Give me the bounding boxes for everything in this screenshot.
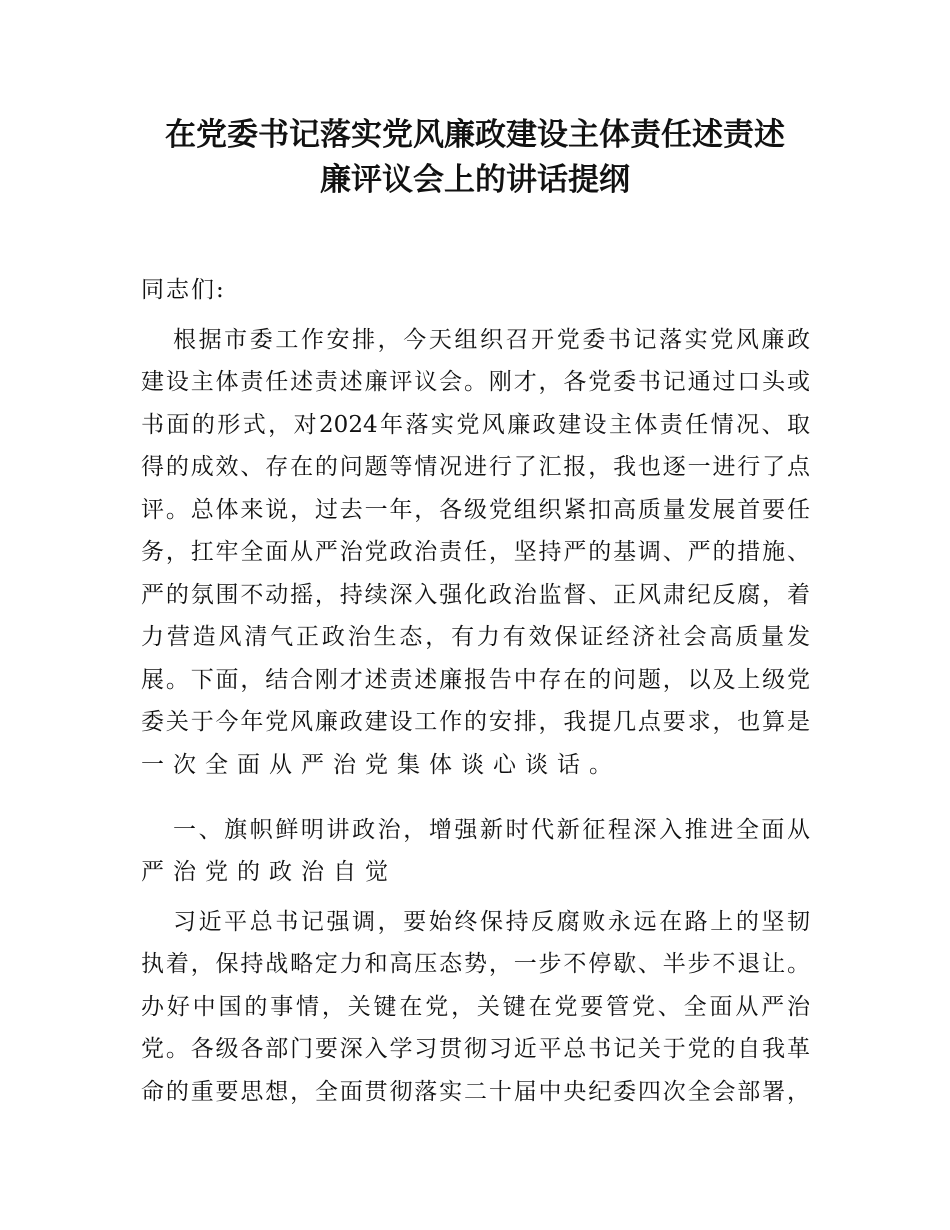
text-line: 一次全面从严治党集体谈心谈话。 [141, 752, 621, 778]
text-line: 得的成效、存在的问题等情况进行了汇报，我也逐一进行了点 [141, 454, 810, 480]
text-line: 展。下面，结合刚才述责述廉报告中存在的问题，以及上级党 [141, 667, 810, 693]
document-title-line-2: 廉评议会上的讲话提纲 [320, 162, 630, 198]
text-line: 办好中国的事情，关键在党，关键在党要管党、全面从严治 [141, 994, 810, 1020]
text-line: 书面的形式，对2024年落实党风廉政建设主体责任情况、取 [141, 412, 810, 438]
document-title-line-1: 在党委书记落实党风廉政建设主体责任述责述 [165, 117, 785, 153]
text-line: 委关于今年党风廉政建设工作的安排，我提几点要求，也算是 [141, 709, 810, 735]
text-line: 命的重要思想，全面贯彻落实二十届中央纪委四次全会部署， [141, 1079, 810, 1105]
text-line: 建设主体责任述责述廉评议会。刚才，各党委书记通过口头或 [141, 369, 810, 395]
text-line: 根据市委工作安排，今天组织召开党委书记落实党风廉政 [173, 327, 810, 353]
text-line: 执着，保持战略定力和高压态势，一步不停歇、半步不退让。 [141, 951, 810, 977]
text-line: 严的氛围不动摇，持续深入强化政治监督、正风肃纪反腐，着 [141, 582, 810, 608]
text-line: 务，扛牢全面从严治党政治责任，坚持严的基调、严的措施、 [141, 539, 810, 565]
salutation: 同志们: [141, 277, 226, 303]
text-line: 党。各级各部门要深入学习贯彻习近平总书记关于党的自我革 [141, 1036, 810, 1062]
heading-line: 一、旗帜鲜明讲政治，增强新时代新征程深入推进全面从 [173, 817, 810, 843]
text-line: 习近平总书记强调，要始终保持反腐败永远在路上的坚韧 [173, 909, 810, 935]
heading-line: 严治党的政治自觉 [141, 859, 397, 885]
text-line: 评。总体来说，过去一年，各级党组织紧扣高质量发展首要任 [141, 497, 810, 523]
text-line: 力营造风清气正政治生态，有力有效保证经济社会高质量发 [141, 624, 810, 650]
